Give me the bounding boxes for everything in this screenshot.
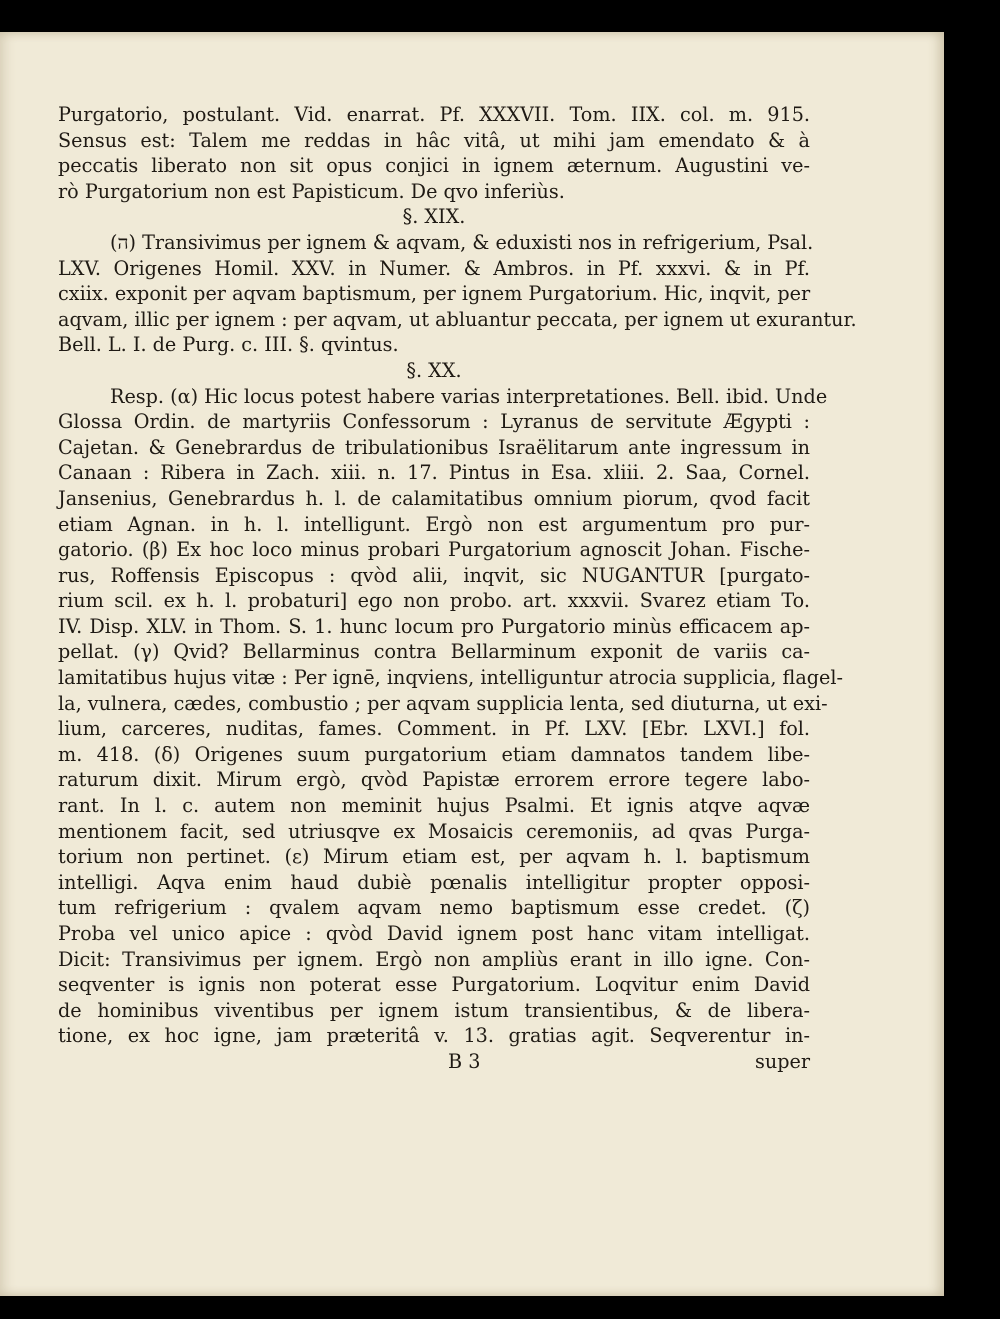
text-line: Resp. (α) Hic locus potest habere varias interpretationes. Bell. ibid. Unde [110,384,828,408]
text-line: tione, ex hoc igne, jam prӕteritâ v. 13. gratias agit. Seqverentur in- [58,1024,810,1048]
signature-mark: B 3 [448,1049,481,1073]
text-line: rò Purgatorium non est Papisticum. De qvo inferiùs. [58,179,565,203]
text-line: lium, carceres, nuditas, fames. Comment. in Pf. LXV. [Ebr. LXVI.] fol. [58,717,810,741]
section-heading: §. XX. [406,358,462,382]
text-line: pellat. (γ) Qvid? Bellarminus contra Bellarminum exponit de variis ca- [58,640,810,664]
text-line: lamitatibus hujus vitæ : Per ignē, inqviens, intelliguntur atrocia supplicia, flagel- [58,666,844,690]
text-line: cxiix. exponit per aqvam baptismum, per ignem Purgatorium. Hic, inqvit, per [58,282,811,306]
text-line: etiam Agnan. in h. l. intelligunt. Ergò non est argumentum pro pur- [58,512,810,536]
book-page [0,32,944,1296]
text-line: intelligi. Aqva enim haud dubiè pœnalis intelligitur propter opposi- [58,870,810,894]
text-line: gatorio. (β) Ex hoc loco minus probari Purgatorium agnoscit Johan. Fische- [58,538,810,562]
text-line: torium non pertinet. (ε) Mirum etiam est, per aqvam h. l. baptismum [58,845,810,869]
text-line: aqvam, illic per ignem : per aqvam, ut abluantur peccata, per ignem ut exurantur. [58,307,857,331]
text-line: raturum dixit. Mirum ergò, qvòd Papistæ errorem errore tegere labo- [58,768,810,792]
text-line: rus, Roffensis Episcopus : qvòd alii, inqvit, sic NUGANTUR [purgato- [58,563,810,587]
text-line: m. 418. (δ) Origenes suum purgatorium etiam damnatos tandem libe- [58,742,810,766]
text-line: LXV. Origenes Homil. XXV. in Numer. & Ambros. in Pf. xxxvi. & in Pf. [58,256,810,280]
text-line: seqventer is ignis non poterat esse Purgatorium. Loqvitur enim David [58,973,810,997]
text-line: (ה) Transivimus per ignem & aqvam, & eduxisti nos in refrigerium, Psal. [110,230,814,254]
page-footer [58,1049,810,1075]
section-heading: §. XIX. [402,205,466,229]
text-line: rium scil. ex h. l. probaturi] ego non probo. art. xxxvii. Svarez etiam To. [58,589,810,613]
text-line: IV. Disp. XLV. in Thom. S. 1. hunc locum pro Purgatorio minùs efficacem ap- [58,614,810,638]
catchword: super [754,1049,810,1073]
text-line: Purgatorio, postulant. Vid. enarrat. Pf. XXXVII. Tom. IIX. col. m. 915. [58,103,810,126]
text-line: mentionem facit, sed utriusqve ex Mosaicis ceremoniis, ad qvas Purga- [58,819,810,843]
text-line: Dicit: Transivimus per ignem. Ergò non ampliùs erant in illo igne. Con- [58,947,810,971]
text-line: Proba vel unico apice : qvòd David ignem post hanc vitam intelligat. [58,922,810,945]
text-line: Sensus est: Talem me reddas in hâc vitâ, ut mihi jam emendato & à [58,128,810,152]
text-line: rant. In l. c. autem non meminit hujus Psalmi. Et ignis atqve aqvæ [58,794,810,818]
text-line: Canaan : Ribera in Zach. xiii. n. 17. Pintus in Esa. xliii. 2. Saa, Cornel. [58,461,810,485]
text-line: peccatis liberato non sit opus conjici in ignem æternum. Augustini ve- [58,154,810,178]
page-text [58,102,857,1075]
text-line: de hominibus viventibus per ignem istum transientibus, & de libera- [58,998,810,1022]
text-line: Cajetan. & Genebrardus de tribulationibus Israëlitarum ante ingressum in [58,435,810,459]
text-line: Bell. L. I. de Purg. c. III. §. qvintus. [58,333,399,357]
text-line: la, vulnera, cædes, combustio ; per aqvam supplicia lenta, sed diuturna, ut exi- [58,691,828,715]
text-line: Glossa Ordin. de martyriis Confessorum : Lyranus de servitute Ægypti : [58,410,810,434]
text-line: tum refrigerium : qvalem aqvam nemo baptismum esse credet. (ζ) [58,896,810,920]
text-line: Jansenius, Genebrardus h. l. de calamitatibus omnium piorum, qvod facit [58,486,810,510]
